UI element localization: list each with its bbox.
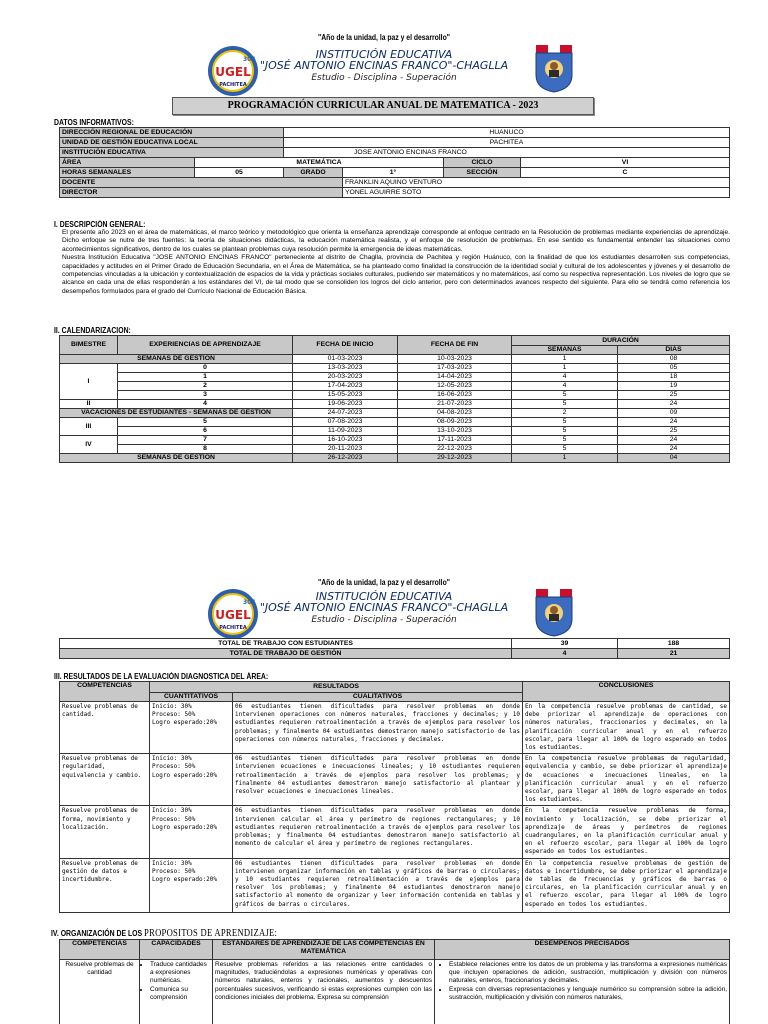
cal-cell: 5	[512, 427, 618, 436]
cal-cell: 29-12-2023	[398, 454, 512, 463]
cuant-inicio: Inicio: 30%	[152, 703, 192, 710]
cal-cell: 1	[512, 355, 618, 364]
cal-cell: 22-12-2023	[398, 445, 512, 454]
resultado-concl: En la competencia resuelve problemas de forma, movimiento y localización, se debe priorizar el aprendizaje de áreas y perímetros de regiones cuadrangulares, en la planificación curricular anual y en el refuerzo escolar, para llegar al 100% de logro esperado en todos los estudiantes.	[523, 806, 730, 858]
cal-cell: 5	[512, 391, 618, 400]
resultado-concl: En la competencia resuelve problemas de regularidad, equivalencia y cambio, se debe priorizar el aprendizaje de ecuaciones e inecuaciones lineales, en la planificación curricular anual y en el refuerzo escolar, para llegar al 100% de logro esperado en todos los estudiantes.	[523, 754, 730, 806]
resultado-row	[60, 806, 730, 858]
director-value: YONEL AGUIRRE SOTO	[343, 188, 730, 198]
cal-cell: 4	[118, 400, 293, 409]
cal-cell: 17-11-2023	[398, 436, 512, 445]
datos-title: DATOS INFORMATIVOS:	[54, 118, 134, 127]
cuant-inicio: Inicio: 30%	[152, 755, 192, 763]
cal-cell: 1	[512, 364, 618, 373]
cal-cell: 21-07-2023	[398, 400, 512, 409]
cal-cell: 05	[618, 364, 730, 373]
col-semanas: SEMANAS	[512, 346, 618, 355]
datos-table	[59, 127, 730, 198]
director-label: DIRECTOR	[60, 188, 343, 198]
cal-cell: 5	[512, 418, 618, 427]
cal-cell: 5	[512, 400, 618, 409]
cal-row-gestion-2: SEMANAS DE GESTION	[60, 454, 293, 463]
cal-cell: 12-05-2023	[398, 382, 512, 391]
resultado-cual: 06 estudiantes tienen dificultades para resolver problemas en donde intervienen organizar información en tablas y gráficos de barras o circulares; y 10 estudiantes requieren retroalimentación a través de ejemplos para resolver los problemas; y finalmente 04 estudiantes demostraron manejo satisfactorio al momento de organizar y leer información contenida en tablas y gráficos de barras o circulares.	[233, 858, 523, 912]
cal-cell: 2	[512, 409, 618, 418]
col-cualitativos: CUALITATIVOS	[233, 693, 523, 702]
logo-pachitea-text: PACHITEA	[219, 82, 247, 88]
resultado-cual: 06 estudiantes tienen dificultades para resolver problemas en donde intervienen calcular el área y perímetro de regiones rectangulares; y 10 estudiantes requieren retroalimentación a través de ejemplos para resolver los problemas; y finalmente 04 estudiantes demostraron manejo satisfactorio al momento de calcular el área y perímetro de regiones rectangulares.	[233, 806, 523, 858]
cal-cell: 5	[118, 418, 293, 427]
cal-cell: 24	[618, 400, 730, 409]
cal-cell: 6	[118, 427, 293, 436]
logo-pachitea-text: PACHITEA	[219, 625, 247, 631]
resultado-row	[60, 754, 730, 806]
cal-cell: 19	[618, 382, 730, 391]
resultado-concl: En la competencia resuelve problemas de gestión de datos e incertidumbre, se debe priorizar el aprendizaje de tablas de frecuencias y gráficos de barras o circulares, en la planificación curricular anual y en el refuerzo escolar, para llegar al 100% de logro esperado en todos los estudiantes.	[523, 858, 730, 912]
cal-cell: 17-04-2023	[293, 382, 398, 391]
grado-label: GRADO	[284, 168, 343, 178]
resultado-cuant	[150, 754, 233, 806]
cuant-inicio: Inicio: 30%	[152, 807, 192, 815]
resultado-cual: 06 estudiantes tienen dificultades para resolver problemas en donde intervienen operaciones con números naturales, fracciones y decimales; y 10 estudiantes requieren retroalimentación a través de ejemplos para resolver los problemas; y finalmente 04 estudiantes demostraron manejo satisfactorio de las operaciones con números naturales, fracciones y decimales.	[233, 702, 523, 754]
organizacion-title-a: IV. ORGANIZACIÓN DE LOS	[51, 929, 145, 938]
bimestre-iii: III	[60, 418, 118, 436]
cal-cell: 13-03-2023	[293, 364, 398, 373]
cal-cell: 20-11-2023	[293, 445, 398, 454]
seccion-label: SECCIÓN	[444, 168, 521, 178]
motto: "Año de la unidad, la paz y el desarrollo"	[318, 33, 450, 42]
cal-cell: 08	[618, 355, 730, 364]
ie-value: JOSE ANTONIO ENCINAS FRANCO	[284, 148, 730, 158]
resultados-title: III. RESULTADOS DE LA EVALUACIÓN DIAGNOSTICA DEL ÁREA:	[54, 672, 269, 681]
logo-ugel-text: UGEL	[215, 65, 251, 79]
cuant-proceso: Proceso: 50%	[152, 763, 196, 771]
bimestre-iv: IV	[60, 436, 118, 454]
cal-cell: 24	[618, 418, 730, 427]
cal-cell: 2	[118, 382, 293, 391]
bimestre-i: I	[60, 364, 118, 400]
ciclo-value: VI	[521, 158, 730, 168]
descripcion-text	[62, 229, 730, 296]
org-desempeno-1: • Establece relaciones entre los datos de un problema y las transforma a expresiones numéricas que incluyen operaciones de adición, sustracción, multiplicación y división con números naturales, enteros, fraccionarios y decimales.	[449, 961, 727, 986]
horas-value: 05	[195, 168, 284, 178]
resultado-comp: Resuelve problemas de forma, movimiento y localización.	[60, 806, 150, 858]
document-title: PROGRAMACIÓN CURRICULAR ANUAL DE MATEMATICA - 2023	[172, 97, 594, 115]
cal-cell: 3	[118, 391, 293, 400]
dre-label: DIRECCIÓN REGIONAL DE EDUCACIÓN	[60, 128, 284, 138]
cal-cell: 24-07-2023	[293, 409, 398, 418]
cal-cell: 24	[618, 445, 730, 454]
resultado-cuant	[150, 702, 233, 754]
school-type: INSTITUCIÓN EDUCATIVA	[315, 48, 453, 61]
ciclo-label: CICLO	[444, 158, 521, 168]
cal-cell: 16-06-2023	[398, 391, 512, 400]
calendario-title: II. CALENDARIZACION:	[54, 326, 131, 335]
cuant-proceso: Proceso: 50%	[152, 711, 196, 719]
cal-cell: 14-04-2023	[398, 373, 512, 382]
cal-cell: 0	[118, 364, 293, 373]
organizacion-table	[59, 939, 730, 1024]
resultados-table	[59, 681, 730, 913]
ugel-label: UNIDAD DE GESTIÓN EDUCATIVA LOCAL	[60, 138, 284, 148]
cal-cell: 15-05-2023	[293, 391, 398, 400]
col-conclusiones: CONCLUSIONES	[523, 682, 730, 702]
org-capacidad-2: • Comunica su comprensión	[150, 986, 210, 1002]
cuant-inicio: Inicio: 30%	[152, 859, 192, 867]
total-estudiantes-sem: 39	[512, 639, 618, 649]
totales-table	[59, 638, 730, 659]
col-resultados: RESULTADOS	[150, 682, 523, 693]
calendario-table	[59, 335, 730, 463]
col-desempenos: DESEMPEÑOS PRECISADOS	[435, 940, 730, 960]
cuant-proceso: Proceso: 50%	[152, 815, 196, 823]
total-gestion-label: TOTAL DE TRABAJO DE GESTIÓN	[60, 649, 512, 659]
col-duracion: DURACIÓN	[512, 336, 730, 346]
col-capacidades: CAPACIDADES	[140, 940, 213, 960]
total-gestion-sem: 4	[512, 649, 618, 659]
total-gestion-dias: 21	[618, 649, 730, 659]
resultado-cual: 06 estudiantes tienen dificultades para resolver problemas en donde intervienen ecuaciones e inecuaciones lineales; y 10 estudiantes requieren retroalimentación a través de ejemplos para resolver los problemas; y finalmente 04 estudiantes demostraron manejo satisfactorio al plantear y resolver ecuaciones e inecuaciones lineales.	[233, 754, 523, 806]
logo-number: 304	[243, 599, 256, 606]
grado-value: 1°	[343, 168, 444, 178]
seccion-value: C	[521, 168, 730, 178]
cal-row-gestion-1: SEMANAS DE GESTION	[60, 355, 293, 364]
organizacion-title-b: PROPOSITOS DE APRENDIZAJE:	[144, 928, 278, 939]
ie-label: INSTITUCIÓN EDUCATIVA	[60, 148, 284, 158]
cal-cell: 17-03-2023	[398, 364, 512, 373]
resultado-cuant	[150, 858, 233, 912]
cal-cell: 25	[618, 427, 730, 436]
cuant-logro: Logro esperado:20%	[152, 876, 218, 884]
col-estandares: ESTÁNDARES DE APRENDIZAJE DE LAS COMPETENCIAS EN MATEMÁTICA	[213, 940, 435, 960]
cal-cell: 4	[512, 373, 618, 382]
cuant-logro: Logro esperado:20%	[152, 823, 218, 831]
cal-cell: 04	[618, 454, 730, 463]
col-competencias: COMPETENCIAS	[60, 940, 140, 960]
col-competencias: COMPETENCIAS	[60, 682, 150, 702]
cal-cell: 5	[512, 436, 618, 445]
resultado-comp: Resuelve problemas de cantidad.	[60, 702, 150, 754]
cal-cell: 1	[118, 373, 293, 382]
cal-cell: 20-03-2023	[293, 373, 398, 382]
school-crest-icon	[534, 43, 574, 93]
school-motto: Estudio - Disciplina - Superación	[311, 73, 457, 83]
logo-ugel-text: UGEL	[215, 608, 251, 622]
org-estandar: Resuelve problemas referidos a las relaciones entre cantidades o magnitudes, traduciéndolas a expresiones numéricas y operativas con números naturales, enteros y racionales, aumentos y descuentos porcentuales sucesivos, verificando si estas expresiones cumplen con las condiciones iniciales del problema. Expresa su comprensión	[213, 960, 435, 1024]
resultado-comp: Resuelve problemas de gestión de datos e incertidumbre.	[60, 858, 150, 912]
docente-value: FRANKLIN AQUINO VENTURO	[343, 178, 730, 188]
cal-cell: 18	[618, 373, 730, 382]
school-motto: Estudio - Disciplina - Superación	[311, 615, 457, 625]
col-cuantitativos: CUANTITATIVOS	[150, 693, 233, 702]
col-experiencias: EXPERIENCIAS DE APRENDIZAJE	[118, 336, 293, 355]
cal-cell: 1	[512, 454, 618, 463]
org-desempenos	[435, 960, 730, 1024]
area-value: MATEMÁTICA	[195, 158, 444, 168]
cal-cell: 7	[118, 436, 293, 445]
docente-label: DOCENTE	[60, 178, 343, 188]
school-name: "JOSÉ ANTONIO ENCINAS FRANCO"-CHAGLLA	[259, 601, 509, 614]
cal-cell: 26-12-2023	[293, 454, 398, 463]
resultado-row	[60, 702, 730, 754]
dre-value: HUANUCO	[284, 128, 730, 138]
horas-label: HORAS SEMANALES	[60, 168, 195, 178]
school-name: "JOSÉ ANTONIO ENCINAS FRANCO"-CHAGLLA	[259, 59, 509, 72]
organizacion-title	[51, 928, 277, 939]
col-fin: FECHA DE FIN	[398, 336, 512, 355]
cal-cell: 11-09-2023	[293, 427, 398, 436]
cal-cell: 4	[512, 382, 618, 391]
school-crest-icon	[534, 587, 574, 637]
organizacion-row	[60, 960, 730, 1024]
total-estudiantes-label: TOTAL DE TRABAJO CON ESTUDIANTES	[60, 639, 512, 649]
org-competencia: Resuelve problemas de cantidad	[60, 960, 140, 1024]
cal-row-vacaciones: VACACIONES DE ESTUDIANTES - SEMANAS DE GESTIÓN	[60, 409, 293, 418]
cal-cell: 25	[618, 391, 730, 400]
motto: "Año de la unidad, la paz y el desarrollo"	[318, 578, 450, 587]
cal-cell: 13-10-2023	[398, 427, 512, 436]
org-desempeno-2: • Expresa con diversas representaciones y lenguaje numérico su comprensión sobre la adición, sustracción, multiplicación y división con números naturales,	[449, 986, 727, 1002]
school-type: INSTITUCIÓN EDUCATIVA	[315, 590, 453, 603]
cal-cell: 10-03-2023	[398, 355, 512, 364]
cal-cell: 5	[512, 445, 618, 454]
cal-cell: 08-09-2023	[398, 418, 512, 427]
cal-cell: 01-03-2023	[293, 355, 398, 364]
col-dias: DIAS	[618, 346, 730, 355]
descripcion-title: I. DESCRIPCIÓN GENERAL:	[54, 220, 146, 229]
col-inicio: FECHA DE INICIO	[293, 336, 398, 355]
cal-cell: 24	[618, 436, 730, 445]
cal-cell: 8	[118, 445, 293, 454]
cal-cell: 07-08-2023	[293, 418, 398, 427]
cuant-logro: Logro esperado:20%	[152, 719, 218, 727]
descripcion-p1: El presente año 2023 en el área de matemáticas, el marco teórico y metodológico que orienta la enseñanza aprendizaje corresponde al enfoque centrado en la Resolución de problemas mediante experiencias de aprendizaje. Dicho enfoque se nutre de tres fuentes: la teoría de situaciones didácticas, la educación matemática realista, y el enfoque de resolución de problemas. En ese sentido es fundamental entender las situaciones como acontecimientos significativos, dentro de los cuales se plantean problemas cuya resolución permite la emergencia de ideas matemáticas.	[62, 229, 730, 253]
logo-number: 304	[243, 56, 256, 63]
col-bimestre: BIMESTRE	[60, 336, 118, 355]
total-estudiantes-dias: 188	[618, 639, 730, 649]
resultado-comp: Resuelve problemas de regularidad, equivalencia y cambio.	[60, 754, 150, 806]
org-capacidad-1: • Traduce cantidades a expresiones numéricas.	[150, 961, 210, 986]
org-capacidades	[140, 960, 213, 1024]
resultado-concl: En la competencia resuelve problemas de cantidad, se debe priorizar el aprendizaje de operaciones con números naturales, fraccionarios y decimales, en la planificación curricular anual y en el refuerzo escolar, para llegar al 100% de logro esperado en todos los estudiantes.	[523, 702, 730, 754]
cal-cell: 09	[618, 409, 730, 418]
descripcion-p2: Nuestra Institución Educativa "JOSE ANTONIO ENCINAS FRANCO" perteneciente al distrito de Chaglla, provincia de Pachitea y región Huánuco, con la finalidad de que los estudiantes desarrollen sus competencias, capacidades y actitudes en el Primer Grado de Educación Secundaria, en el Área de Matemática, se ha planteado como finalidad la construcción de la identidad social y cultural de los adolescentes y jóvenes y el desarrollo de competencias vinculadas a la ubicación y contextualización de espacios de la vida y prácticas sociales culturales, pudiendo ser matemáticos y no matemáticos, así como su respectiva representación. Los niveles de logro que se alcance en cada una de ellas responderán a los estándares del VI, de tal modo que se consoliden los logros del ciclo anterior, pero con determinados avances respecto del siguiente. Para ello se tendrá como referencia los desempeños formulados para el grado del Currículo Nacional de Educación Básica.	[62, 254, 730, 295]
cal-cell: 04-08-2023	[398, 409, 512, 418]
resultado-cuant	[150, 806, 233, 858]
resultado-row	[60, 858, 730, 912]
bimestre-ii: II	[60, 400, 118, 409]
cuant-proceso: Proceso: 50%	[152, 867, 196, 875]
ugel-value: PACHITEA	[284, 138, 730, 148]
area-label: ÁREA	[60, 158, 195, 168]
cal-cell: 16-10-2023	[293, 436, 398, 445]
cal-cell: 19-06-2023	[293, 400, 398, 409]
cuant-logro: Logro esperado:20%	[152, 771, 218, 779]
